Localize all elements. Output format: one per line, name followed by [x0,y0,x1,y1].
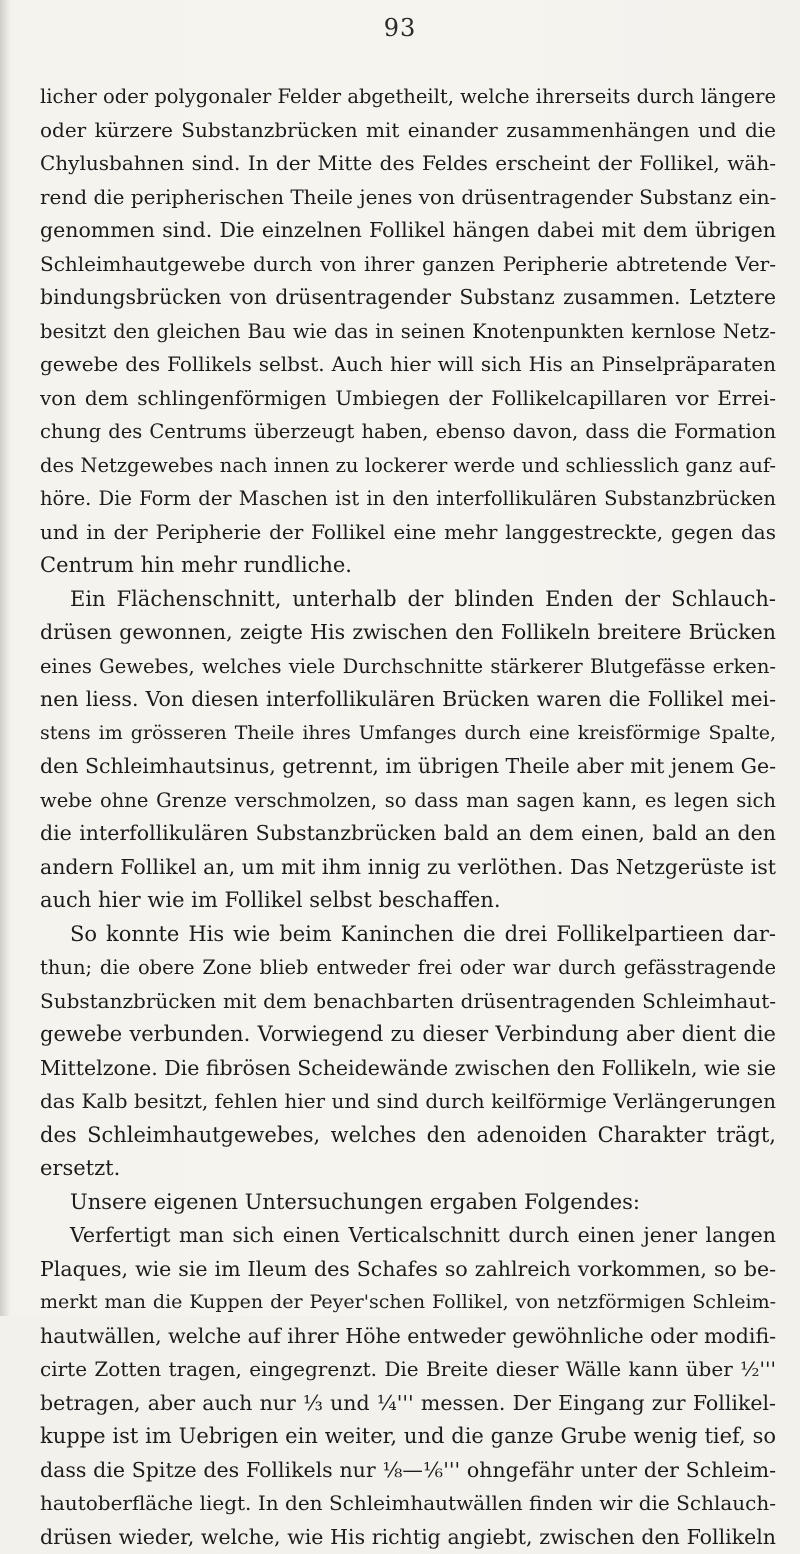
text-line: gewebe des Follikels selbst. Auch hier will sich His an Pinselpräparaten [40,348,776,382]
text-line: die interfollikulären Substanzbrücken bald an dem einen, bald an den [40,817,776,851]
text-line: rend die peripherischen Theile jenes von drüsentragender Substanz ein- [40,181,776,215]
page-number: 93 [0,14,800,42]
text-line: den Schleimhautsinus, getrennt, im übrigen Theile aber mit jenem Ge- [40,750,776,784]
text-line: besitzt den gleichen Bau wie das in seinen Knotenpunkten kernlose Netz- [40,315,776,349]
text-line: auch hier wie im Follikel selbst beschaffen. [40,884,776,918]
text-line: oder kürzere Substanzbrücken mit einander zusammenhängen und die [40,114,776,148]
text-line: hautwällen, welche auf ihrer Höhe entweder gewöhnliche oder modifi- [40,1320,776,1354]
text-line: dass die Spitze des Follikels nur ⅛—⅙''' ohngefähr unter der Schleim- [40,1454,776,1488]
text-line: drüsen wieder, welche, wie His richtig angiebt, zwischen den Follikeln [40,1521,776,1554]
text-line: Substanzbrücken mit dem benachbarten drüsentragenden Schleimhaut- [40,985,776,1019]
text-line: ersetzt. [40,1152,776,1186]
text-line: eines Gewebes, welches viele Durchschnitte stärkerer Blutgefässe erken- [40,650,776,684]
text-line: Centrum hin mehr rundliche. [40,549,776,583]
text-line: licher oder polygonaler Felder abgetheilt, welche ihrerseits durch längere [40,80,776,114]
text-line: Ein Flächenschnitt, unterhalb der blinden Enden der Schlauch- [40,583,776,617]
text-line: So konnte His wie beim Kaninchen die drei Follikelpartieen dar- [40,918,776,952]
text-line: kuppe ist im Uebrigen ein weiter, und die ganze Grube wenig tief, so [40,1420,776,1454]
text-line: des Netzgewebes nach innen zu lockerer werde und schliesslich ganz auf- [40,449,776,483]
text-line: gewebe verbunden. Vorwiegend zu dieser Verbindung aber dient die [40,1018,776,1052]
text-line: merkt man die Kuppen der Peyer'schen Follikel, von netzförmigen Schleim- [40,1286,776,1320]
text-line: Verfertigt man sich einen Verticalschnitt durch einen jener langen [40,1219,776,1253]
text-line: hautoberfläche liegt. In den Schleimhautwällen finden wir die Schlauch- [40,1487,776,1521]
text-line: höre. Die Form der Maschen ist in den interfollikulären Substanzbrücken [40,482,776,516]
text-line: Unsere eigenen Untersuchungen ergaben Folgendes: [40,1186,776,1220]
text-line: cirte Zotten tragen, eingegrenzt. Die Breite dieser Wälle kann über ½''' [40,1353,776,1387]
gutter-shadow [0,0,10,1316]
text-line: des Schleimhautgewebes, welches den adenoiden Charakter trägt, [40,1119,776,1153]
body-text [40,80,776,1554]
text-line: Schleimhautgewebe durch von ihrer ganzen Peripherie abtretende Ver- [40,248,776,282]
text-line: drüsen gewonnen, zeigte His zwischen den Follikeln breitere Brücken [40,616,776,650]
text-line: betragen, aber auch nur ⅓ und ¼''' messen. Der Eingang zur Follikel- [40,1387,776,1421]
text-line: thun; die obere Zone blieb entweder frei oder war durch gefässtragende [40,951,776,985]
text-line: chung des Centrums überzeugt haben, ebenso davon, dass die Formation [40,415,776,449]
text-line: bindungsbrücken von drüsentragender Substanz zusammen. Letztere [40,281,776,315]
text-line: das Kalb besitzt, fehlen hier und sind durch keilförmige Verlängerungen [40,1085,776,1119]
text-line: andern Follikel an, um mit ihm innig zu verlöthen. Das Netzgerüste ist [40,851,776,885]
text-line: webe ohne Grenze verschmolzen, so dass man sagen kann, es legen sich [40,784,776,818]
text-line: und in der Peripherie der Follikel eine mehr langgestreckte, gegen das [40,516,776,550]
text-line: Chylusbahnen sind. In der Mitte des Feldes erscheint der Follikel, wäh- [40,147,776,181]
text-line: Mittelzone. Die fibrösen Scheidewände zwischen den Follikeln, wie sie [40,1052,776,1086]
text-line: von dem schlingenförmigen Umbiegen der Follikelcapillaren vor Errei- [40,382,776,416]
text-line: Plaques, wie sie im Ileum des Schafes so zahlreich vorkommen, so be- [40,1253,776,1287]
text-line: genommen sind. Die einzelnen Follikel hängen dabei mit dem übrigen [40,214,776,248]
text-line: stens im grösseren Theile ihres Umfanges durch eine kreisförmige Spalte, [40,717,776,751]
text-line: nen liess. Von diesen interfollikulären Brücken waren die Follikel mei- [40,683,776,717]
